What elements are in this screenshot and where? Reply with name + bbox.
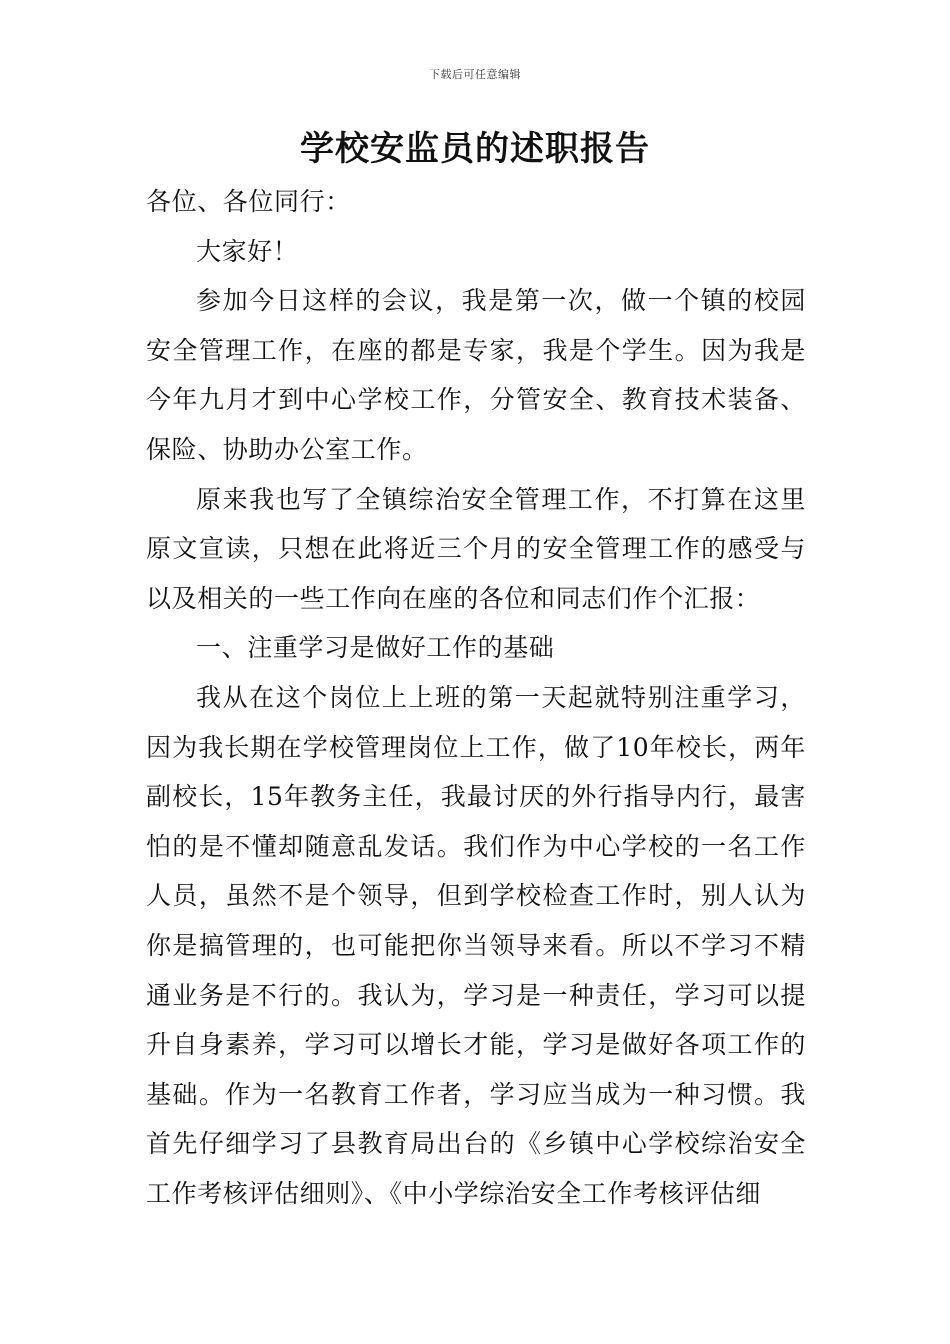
document-body (146, 177, 806, 1218)
paragraph-1: 参加今日这样的会议，我是第一次，做一个镇的校园安全管理工作，在座的都是专家，我是个学生。因为我是今年九月才到中心学校工作，分管安全、教育技术装备、保险、协助办公室工作。 (146, 286, 806, 464)
document-title: 学校安监员的述职报告 (300, 129, 650, 169)
paragraph-2: 原来我也写了全镇综治安全管理工作，不打算在这里原文宣读，只想在此将近三个月的安全管理工作的感受与以及相关的一些工作向在座的各位和同志们作个汇报： (146, 484, 806, 613)
paragraph-3: 我从在这个岗位上上班的第一天起就特别注重学习，因为我长期在学校管理岗位上工作，做了10年校长，两年副校长，15年教务主任，我最讨厌的外行指导内行，最害怕的是不懂却随意乱发话。我们作为中心学校的一名工作人员，虽然不是个领导，但到学校检查工作时，别人认为你是搞管理的，也可能把你当领导来看。所以不学习不精通业务是不行的。我认为，学习是一种责任，学习可以提升自身素养，学习可以增长才能，学习是做好各项工作的基础。作为一名教育工作者，学习应当成为一种习惯。我首先仔细学习了县教育局出台的《乡镇中心学校综治安全工作考核评估细则》、《中小学综治安全工作考核评估细 (146, 682, 806, 1208)
salutation: 各位、各位同行： (146, 187, 351, 216)
header-note: 下载后可任意编辑 (429, 68, 521, 81)
greeting: 大家好！ (196, 236, 299, 266)
section-heading-1: 一、注重学习是做好工作的基础 (196, 633, 555, 663)
